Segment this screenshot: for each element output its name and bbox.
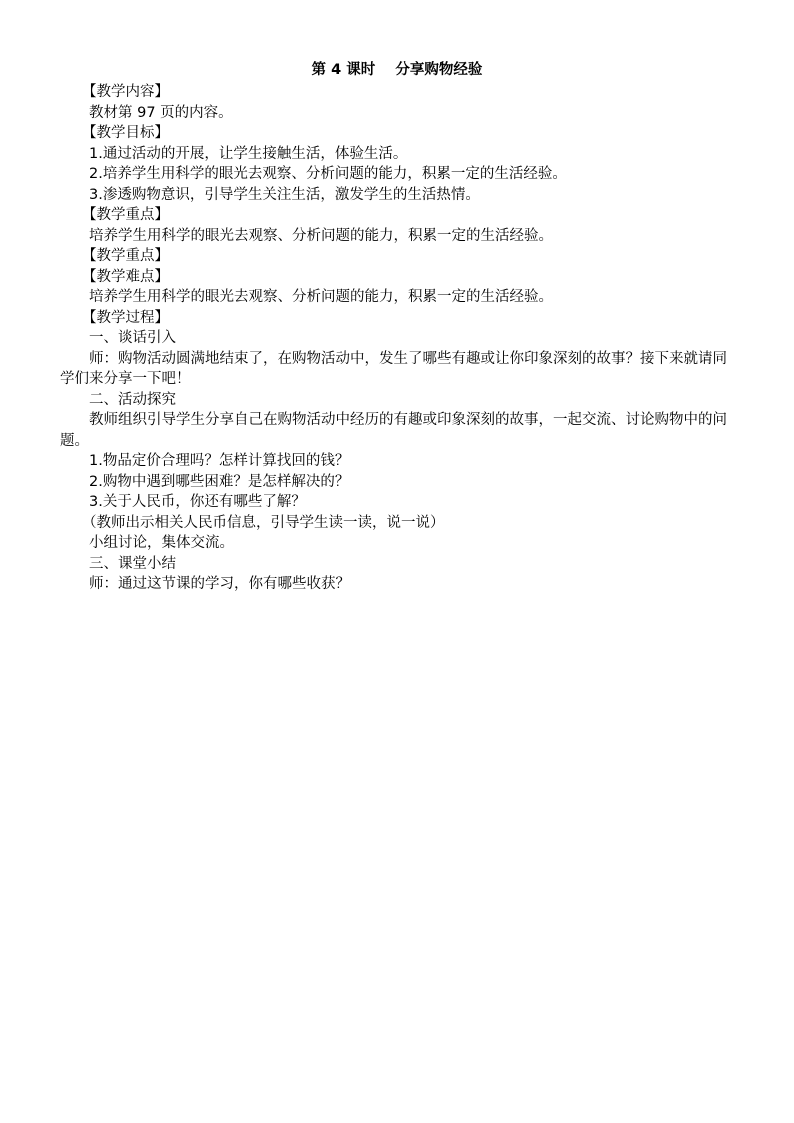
objective-item: 1.通过活动的开展，让学生接触生活，体验生活。 [89, 145, 408, 162]
teacher-note: （教师出示相关人民币信息，引导学生读一读，说一说） [82, 514, 445, 531]
process-paragraph: 师：购物活动圆满地结束了，在购物活动中，发生了哪些有趣或让你印象深刻的故事？接下来就请同学们来分享一下吧！ [60, 350, 727, 387]
process-step-heading: 一、谈话引入 [89, 330, 176, 346]
question-item: 1.物品定价合理吗？怎样计算找回的钱？ [89, 453, 350, 469]
section-heading-objectives: 【教学目标】 [82, 125, 169, 141]
lesson-body [60, 82, 736, 595]
difficulties-text: 培养学生用科学的眼光去观察、分析问题的能力，积累一定的生活经验。 [89, 289, 553, 305]
lesson-title: 第 4 课时 分享购物经验 [311, 62, 483, 78]
process-step-heading: 三、课堂小结 [89, 555, 176, 572]
process-step-heading: 二、活动探究 [89, 391, 176, 408]
content-text: 教材第 97 页的内容。 [89, 104, 233, 121]
section-heading-key-points-repeat: 【教学重点】 [82, 248, 169, 264]
objective-item: 2.培养学生用科学的眼光去观察、分析问题的能力，积累一定的生活经验。 [89, 166, 567, 182]
question-item: 3.关于人民币，你还有哪些了解？ [89, 494, 306, 510]
objective-item: 3.渗透购物意识，引导学生关注生活，激发学生的生活热情。 [89, 186, 480, 203]
section-heading-content: 【教学内容】 [82, 84, 169, 100]
section-heading-difficulties: 【教学难点】 [82, 268, 169, 285]
question-item: 2.购物中遇到哪些困难？是怎样解决的？ [89, 473, 350, 490]
section-heading-process: 【教学过程】 [82, 309, 169, 326]
process-paragraph: 小组讨论，集体交流。 [89, 535, 234, 551]
process-paragraph: 师：通过这节课的学习，你有哪些收获？ [89, 576, 350, 592]
process-paragraph: 教师组织引导学生分享自己在购物活动中经历的有趣或印象深刻的故事，一起交流、讨论购物中的问题。 [60, 412, 727, 449]
key-points-text: 培养学生用科学的眼光去观察、分析问题的能力，积累一定的生活经验。 [89, 227, 553, 244]
section-heading-key-points: 【教学重点】 [82, 207, 169, 223]
